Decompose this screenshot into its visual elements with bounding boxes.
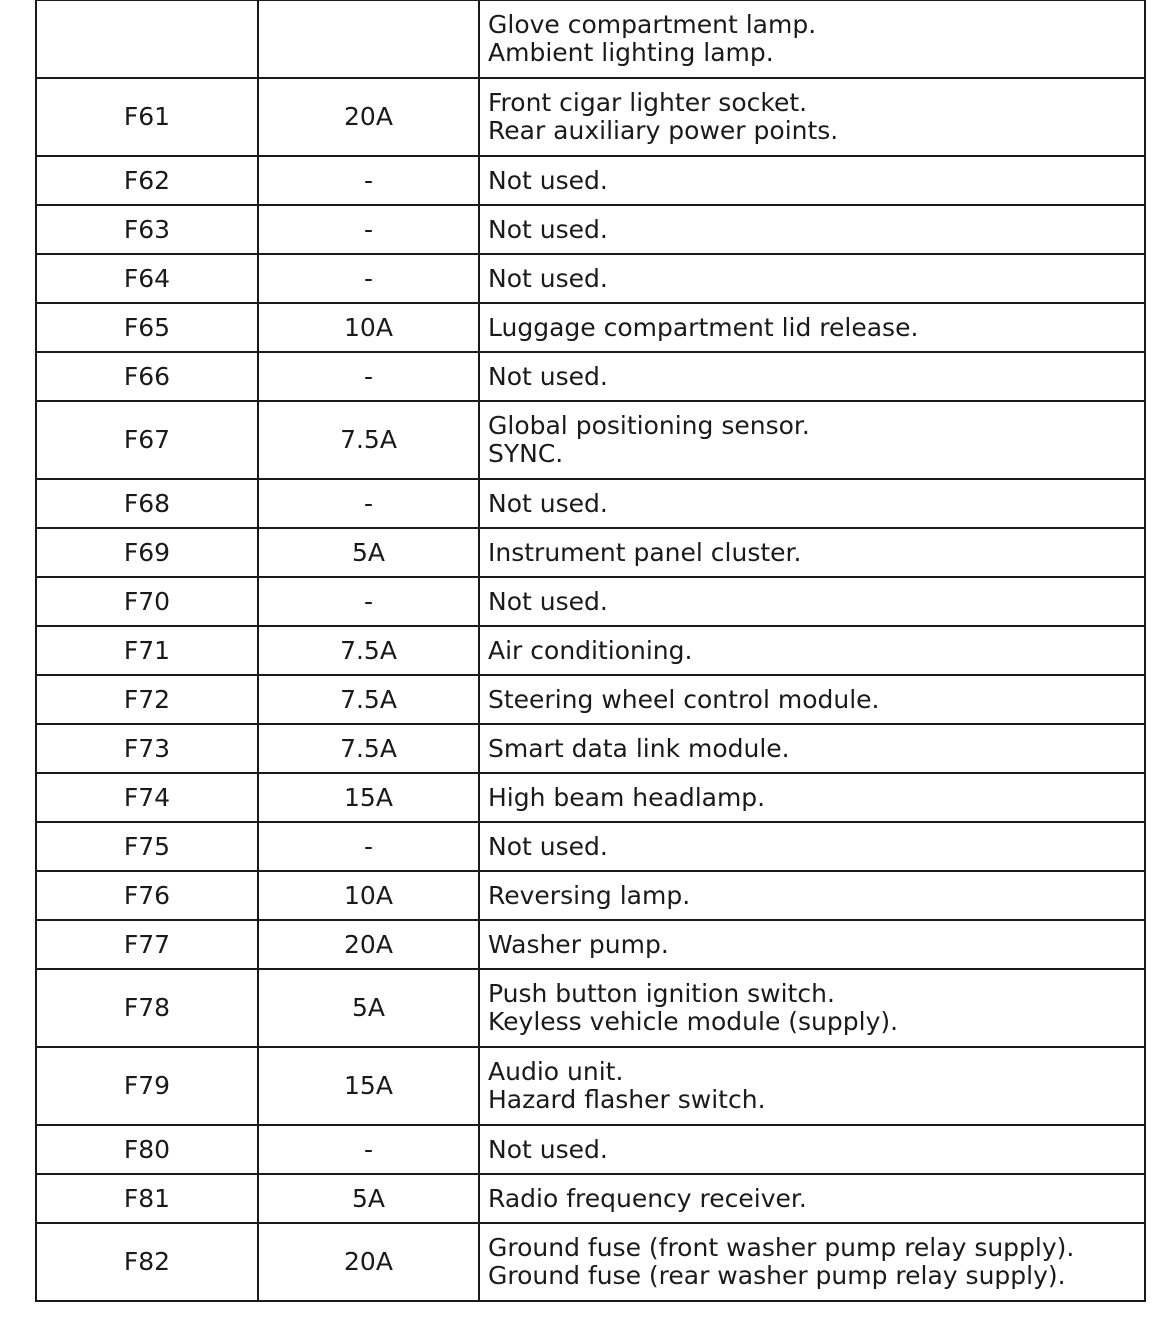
fuse-number-cell: F73 — [36, 724, 258, 773]
circuit-description-cell — [479, 675, 1145, 724]
circuit-description-cell — [479, 205, 1145, 254]
fuse-number-cell: F64 — [36, 254, 258, 303]
fuse-rating-cell: 10A — [258, 871, 479, 920]
fuse-rating-cell: 20A — [258, 920, 479, 969]
circuit-description-line: Front cigar lighter socket. — [488, 88, 808, 117]
circuit-description-cell — [479, 920, 1145, 969]
fuse-rating-cell: 7.5A — [258, 401, 479, 479]
circuit-description-cell — [479, 78, 1145, 156]
fuse-number-cell: F78 — [36, 969, 258, 1047]
fuse-number-cell: F67 — [36, 401, 258, 479]
circuit-description-line: Not used. — [488, 831, 608, 861]
table-row — [36, 1047, 1145, 1125]
fuse-number-cell: F69 — [36, 528, 258, 577]
circuit-description-line: Not used. — [488, 263, 608, 293]
circuit-description-line: Washer pump. — [488, 929, 669, 959]
fuse-rating-cell: 15A — [258, 1047, 479, 1125]
circuit-description-cell — [479, 1174, 1145, 1223]
table-row — [36, 969, 1145, 1047]
circuit-description-cell — [479, 1223, 1145, 1301]
fuse-rating-cell: - — [258, 577, 479, 626]
table-row — [36, 479, 1145, 528]
circuit-description-cell — [479, 969, 1145, 1047]
circuit-description-cell — [479, 773, 1145, 822]
circuit-description-cell — [479, 254, 1145, 303]
fuse-rating-cell: 15A — [258, 773, 479, 822]
table-row — [36, 401, 1145, 479]
fuse-rating-cell: - — [258, 156, 479, 205]
circuit-description-line: Glove compartment lamp. — [488, 10, 817, 39]
circuit-description-cell — [479, 352, 1145, 401]
table-row — [36, 773, 1145, 822]
circuit-description-cell — [479, 303, 1145, 352]
circuit-description-line: Reversing lamp. — [488, 880, 691, 910]
fuse-number-cell: F71 — [36, 626, 258, 675]
fuse-table-body — [36, 0, 1145, 1301]
circuit-description-line: High beam headlamp. — [488, 782, 766, 812]
table-row — [36, 920, 1145, 969]
table-row — [36, 822, 1145, 871]
fuse-number-cell: F79 — [36, 1047, 258, 1125]
fuse-rating-cell: 7.5A — [258, 724, 479, 773]
fuse-rating-cell: - — [258, 822, 479, 871]
circuit-description-line: Ambient lighting lamp. — [488, 38, 774, 67]
fuse-rating-cell: 7.5A — [258, 675, 479, 724]
circuit-description-cell — [479, 156, 1145, 205]
fuse-number-cell: F61 — [36, 78, 258, 156]
table-row — [36, 78, 1145, 156]
circuit-description-line: Air conditioning. — [488, 635, 693, 665]
table-row — [36, 528, 1145, 577]
circuit-description-cell — [479, 528, 1145, 577]
circuit-description-cell — [479, 1047, 1145, 1125]
fuse-number-cell: F72 — [36, 675, 258, 724]
table-row — [36, 1223, 1145, 1301]
fuse-table — [35, 0, 1146, 1302]
table-row — [36, 675, 1145, 724]
fuse-rating-cell: - — [258, 254, 479, 303]
circuit-description-cell — [479, 401, 1145, 479]
circuit-description-line: Push button ignition switch. — [488, 979, 835, 1008]
circuit-description-cell — [479, 724, 1145, 773]
fuse-rating-cell: 20A — [258, 1223, 479, 1301]
table-row — [36, 303, 1145, 352]
table-row — [36, 871, 1145, 920]
circuit-description-line: Ground fuse (front washer pump relay supply). — [488, 1233, 1075, 1262]
circuit-description-line: Smart data link module. — [488, 733, 790, 763]
circuit-description-cell — [479, 1125, 1145, 1174]
table-row — [36, 0, 1145, 78]
fuse-number-cell: F66 — [36, 352, 258, 401]
circuit-description-line: Hazard flasher switch. — [488, 1085, 766, 1114]
fuse-rating-cell: - — [258, 352, 479, 401]
fuse-number-cell: F82 — [36, 1223, 258, 1301]
circuit-description-line: Instrument panel cluster. — [488, 537, 802, 567]
fuse-rating-cell: - — [258, 479, 479, 528]
table-row — [36, 254, 1145, 303]
fuse-rating-cell: - — [258, 205, 479, 254]
fuse-number-cell: F74 — [36, 773, 258, 822]
fuse-rating-cell: - — [258, 1125, 479, 1174]
circuit-description-line: Not used. — [488, 361, 608, 391]
circuit-description-line: Not used. — [488, 1134, 608, 1164]
circuit-description-line: Not used. — [488, 165, 608, 195]
circuit-description-line: Not used. — [488, 488, 608, 518]
fuse-number-cell: F70 — [36, 577, 258, 626]
circuit-description-line: Radio frequency receiver. — [488, 1183, 807, 1213]
circuit-description-line: Luggage compartment lid release. — [488, 312, 919, 342]
table-row — [36, 205, 1145, 254]
fuse-rating-cell: 20A — [258, 78, 479, 156]
circuit-description-line: Steering wheel control module. — [488, 684, 880, 714]
circuit-description-cell — [479, 479, 1145, 528]
fuse-rating-cell: 5A — [258, 528, 479, 577]
fuse-number-cell: F77 — [36, 920, 258, 969]
circuit-description-cell — [479, 626, 1145, 675]
table-row — [36, 352, 1145, 401]
circuit-description-line: Not used. — [488, 586, 608, 616]
table-row — [36, 724, 1145, 773]
fuse-rating-cell: 5A — [258, 969, 479, 1047]
fuse-number-cell: F65 — [36, 303, 258, 352]
fuse-rating-cell: 5A — [258, 1174, 479, 1223]
circuit-description-line: Not used. — [488, 214, 608, 244]
table-row — [36, 577, 1145, 626]
circuit-description-line: Ground fuse (rear washer pump relay supply). — [488, 1261, 1066, 1290]
circuit-description-line: Audio unit. — [488, 1057, 624, 1086]
circuit-description-cell — [479, 0, 1145, 78]
circuit-description-line: Keyless vehicle module (supply). — [488, 1007, 899, 1036]
fuse-number-cell — [36, 0, 258, 78]
fuse-number-cell: F80 — [36, 1125, 258, 1174]
fuse-number-cell: F75 — [36, 822, 258, 871]
circuit-description-cell — [479, 871, 1145, 920]
circuit-description-line: SYNC. — [488, 439, 564, 468]
fuse-rating-cell: 7.5A — [258, 626, 479, 675]
table-row — [36, 1125, 1145, 1174]
table-row — [36, 626, 1145, 675]
fuse-number-cell: F68 — [36, 479, 258, 528]
fuse-rating-cell: 10A — [258, 303, 479, 352]
circuit-description-cell — [479, 822, 1145, 871]
fuse-number-cell: F62 — [36, 156, 258, 205]
table-row — [36, 156, 1145, 205]
fuse-rating-cell — [258, 0, 479, 78]
table-row — [36, 1174, 1145, 1223]
fuse-number-cell: F63 — [36, 205, 258, 254]
circuit-description-line: Global positioning sensor. — [488, 411, 810, 440]
circuit-description-cell — [479, 577, 1145, 626]
fuse-number-cell: F76 — [36, 871, 258, 920]
circuit-description-line: Rear auxiliary power points. — [488, 116, 839, 145]
fuse-number-cell: F81 — [36, 1174, 258, 1223]
